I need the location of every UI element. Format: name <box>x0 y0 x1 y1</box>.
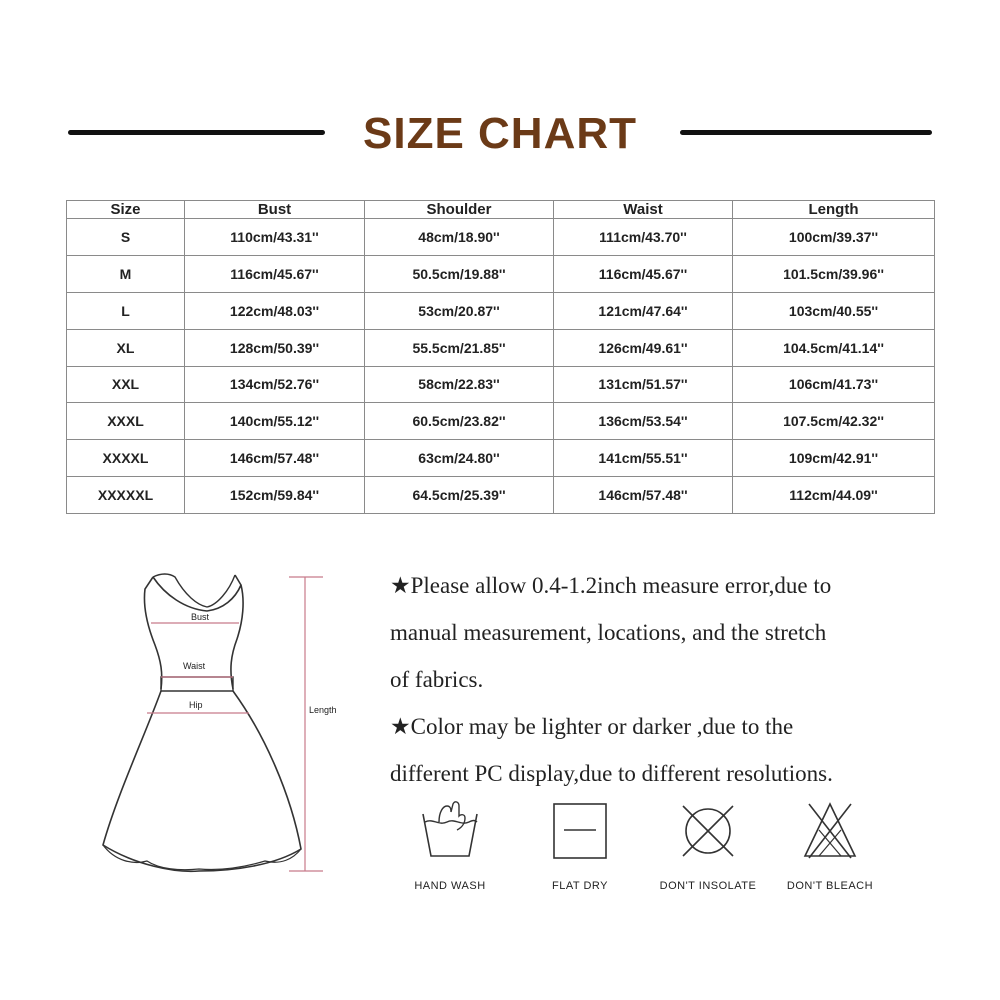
note-line: different PC display,due to different resolutions. <box>390 761 833 786</box>
care-hand-wash <box>390 800 510 892</box>
hemline <box>103 845 301 870</box>
care-dont-insolate <box>648 800 768 892</box>
table-cell: S <box>67 219 185 256</box>
table-cell: L <box>67 292 185 329</box>
table-cell: 122cm/48.03'' <box>185 292 365 329</box>
table-row <box>67 403 935 440</box>
flat-dry-icon <box>550 800 610 862</box>
hand-wash-label: HAND WASH <box>414 880 486 892</box>
table-cell: 126cm/49.61'' <box>554 329 733 366</box>
skirt-outline <box>103 691 301 871</box>
table-cell: M <box>67 255 185 292</box>
flat-dry-label: FLAT DRY <box>552 880 608 892</box>
dont-bleach-label: DON'T BLEACH <box>786 880 874 892</box>
table-row <box>67 292 935 329</box>
table-cell: 111cm/43.70'' <box>554 219 733 256</box>
table-cell: 107.5cm/42.32'' <box>733 403 935 440</box>
table-cell: 63cm/24.80'' <box>365 440 554 477</box>
table-cell: 48cm/18.90'' <box>365 219 554 256</box>
table-cell: 136cm/53.54'' <box>554 403 733 440</box>
title-rule-right <box>680 130 932 135</box>
care-dont-bleach <box>770 800 890 892</box>
dont-bleach-icon <box>799 800 861 862</box>
table-row <box>67 329 935 366</box>
table-cell: 109cm/42.91'' <box>733 440 935 477</box>
table-cell: 128cm/50.39'' <box>185 329 365 366</box>
column-header: Size <box>67 201 185 219</box>
table-cell: 110cm/43.31'' <box>185 219 365 256</box>
dont-insolate-icon <box>677 800 739 862</box>
note-line: manual measurement, locations, and the stretch <box>390 620 827 645</box>
note-line: ★Color may be lighter or darker ,due to the <box>390 714 794 739</box>
table-cell: 146cm/57.48'' <box>185 440 365 477</box>
table-cell: XL <box>67 329 185 366</box>
column-header: Waist <box>554 201 733 219</box>
table-cell: 55.5cm/21.85'' <box>365 329 554 366</box>
waist-label: Waist <box>183 661 206 671</box>
table-cell: 101.5cm/39.96'' <box>733 255 935 292</box>
column-header: Length <box>733 201 935 219</box>
table-cell: 141cm/55.51'' <box>554 440 733 477</box>
dont-insolate-label: DON'T INSOLATE <box>659 880 757 892</box>
table-row <box>67 219 935 256</box>
page-title: SIZE CHART <box>363 109 637 158</box>
table-cell: XXXXL <box>67 440 185 477</box>
table-cell: 60.5cm/23.82'' <box>365 403 554 440</box>
note-line: ★Please allow 0.4-1.2inch measure error,due to <box>390 573 832 598</box>
waistband <box>161 677 233 691</box>
table-row <box>67 440 935 477</box>
table-cell: XXXXXL <box>67 477 185 514</box>
table-cell: 100cm/39.37'' <box>733 219 935 256</box>
length-label: Length <box>309 705 337 715</box>
note-line: of fabrics. <box>390 667 484 692</box>
table-cell: 116cm/45.67'' <box>554 255 733 292</box>
dress-diagram <box>95 565 355 885</box>
table-cell: 58cm/22.83'' <box>365 366 554 403</box>
table-cell: 64.5cm/25.39'' <box>365 477 554 514</box>
table-cell: 146cm/57.48'' <box>554 477 733 514</box>
column-header: Shoulder <box>365 201 554 219</box>
table-row <box>67 477 935 514</box>
table-cell: 104.5cm/41.14'' <box>733 329 935 366</box>
notes-block <box>390 562 950 797</box>
hand-wash-icon <box>417 800 483 862</box>
table-header-row <box>67 201 935 219</box>
table-cell: 116cm/45.67'' <box>185 255 365 292</box>
table-cell: XXL <box>67 366 185 403</box>
table-cell: 140cm/55.12'' <box>185 403 365 440</box>
column-header: Bust <box>185 201 365 219</box>
table-cell: 134cm/52.76'' <box>185 366 365 403</box>
care-flat-dry <box>520 800 640 892</box>
table-cell: 152cm/59.84'' <box>185 477 365 514</box>
size-table <box>66 200 935 514</box>
table-cell: 106cm/41.73'' <box>733 366 935 403</box>
hip-label: Hip <box>189 700 203 710</box>
bust-label: Bust <box>191 612 210 622</box>
table-cell: 103cm/40.55'' <box>733 292 935 329</box>
table-row <box>67 366 935 403</box>
table-cell: 112cm/44.09'' <box>733 477 935 514</box>
table-cell: 53cm/20.87'' <box>365 292 554 329</box>
table-row <box>67 255 935 292</box>
table-cell: 50.5cm/19.88'' <box>365 255 554 292</box>
table-cell: 131cm/51.57'' <box>554 366 733 403</box>
dress-outline <box>144 575 243 689</box>
table-cell: 121cm/47.64'' <box>554 292 733 329</box>
table-cell: XXXL <box>67 403 185 440</box>
